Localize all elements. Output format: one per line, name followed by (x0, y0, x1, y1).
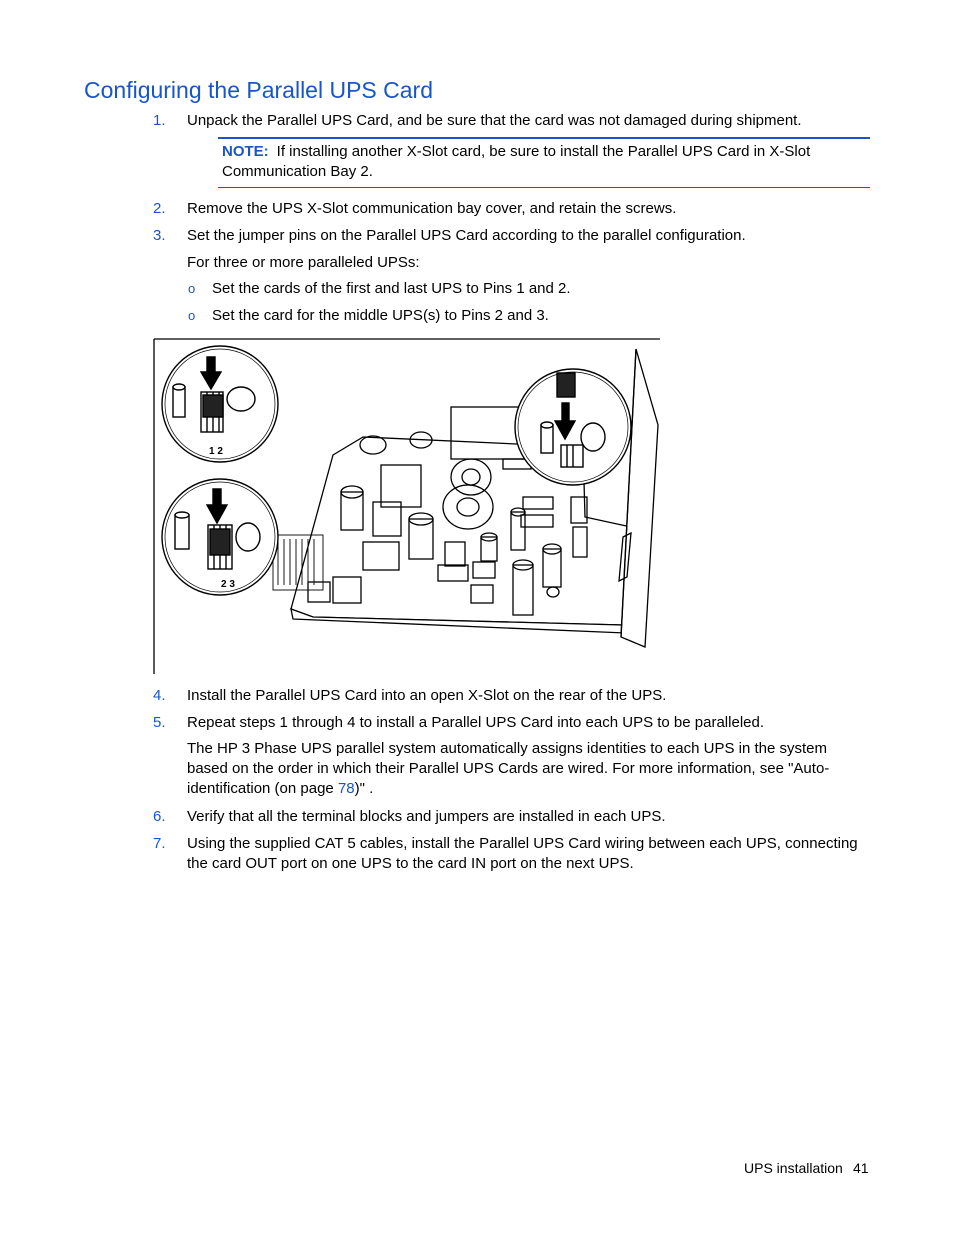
bullet-item-1: Set the cards of the first and last UPS to Pins 1 and 2. (212, 280, 571, 297)
paragraph-text: The HP 3 Phase UPS parallel system automatically assigns identities to each UPS in the system based on the order in which their Parallel UPS Cards are wired. For more information, see "Auto-identification (on page (187, 740, 830, 797)
note-text: If installing another X-Slot card, be sure to install the Parallel UPS Card in X-Slot Communication Bay 2. (222, 143, 811, 180)
bullet-item-2: Set the card for the middle UPS(s) to Pins 2 and 3. (212, 307, 549, 324)
step-2-number: 2. (153, 200, 166, 217)
step-3-text: Set the jumper pins on the Parallel UPS Card according to the parallel configuration. (187, 227, 746, 244)
step-1-number: 1. (153, 112, 166, 129)
pin-label-2-3: 2 3 (221, 579, 235, 590)
step-5-text: Repeat steps 1 through 4 to install a Parallel UPS Card into each UPS to be paralleled. (187, 714, 765, 731)
bullet-marker: o (188, 308, 196, 323)
page-link[interactable]: 78 (337, 780, 355, 797)
step-7-text: Using the supplied CAT 5 cables, install the Parallel UPS Card wiring between each UPS, connecting the card OUT port on one UPS to the card IN port on the next UPS. (187, 835, 858, 872)
parallel-ups-card-illustration (153, 337, 663, 677)
step-7-number: 7. (153, 835, 166, 852)
step-6-text: Verify that all the terminal blocks and jumpers are installed in each UPS. (187, 808, 666, 825)
note-label: NOTE: (222, 143, 269, 160)
step-1-text: Unpack the Parallel UPS Card, and be sure that the card was not damaged during shipment. (187, 112, 802, 129)
step-5-paragraph (187, 739, 870, 799)
step-3-number: 3. (153, 227, 166, 244)
step-6-number: 6. (153, 808, 166, 825)
paragraph-text-end: )" . (354, 780, 374, 797)
note-content (222, 142, 862, 182)
step-3-subtext: For three or more paralleled UPSs: (187, 254, 420, 271)
step-5-number: 5. (153, 714, 166, 731)
step-2-text: Remove the UPS X-Slot communication bay cover, and retain the screws. (187, 200, 677, 217)
step-4-number: 4. (153, 687, 166, 704)
bullet-marker: o (188, 281, 196, 296)
page-title: Configuring the Parallel UPS Card (84, 77, 434, 103)
footer-section: UPS installation (744, 1160, 843, 1176)
note-box (218, 137, 870, 188)
step-4-text: Install the Parallel UPS Card into an open X-Slot on the rear of the UPS. (187, 687, 667, 704)
page-number: 41 (853, 1160, 869, 1176)
pin-label-1-2: 1 2 (209, 446, 223, 457)
